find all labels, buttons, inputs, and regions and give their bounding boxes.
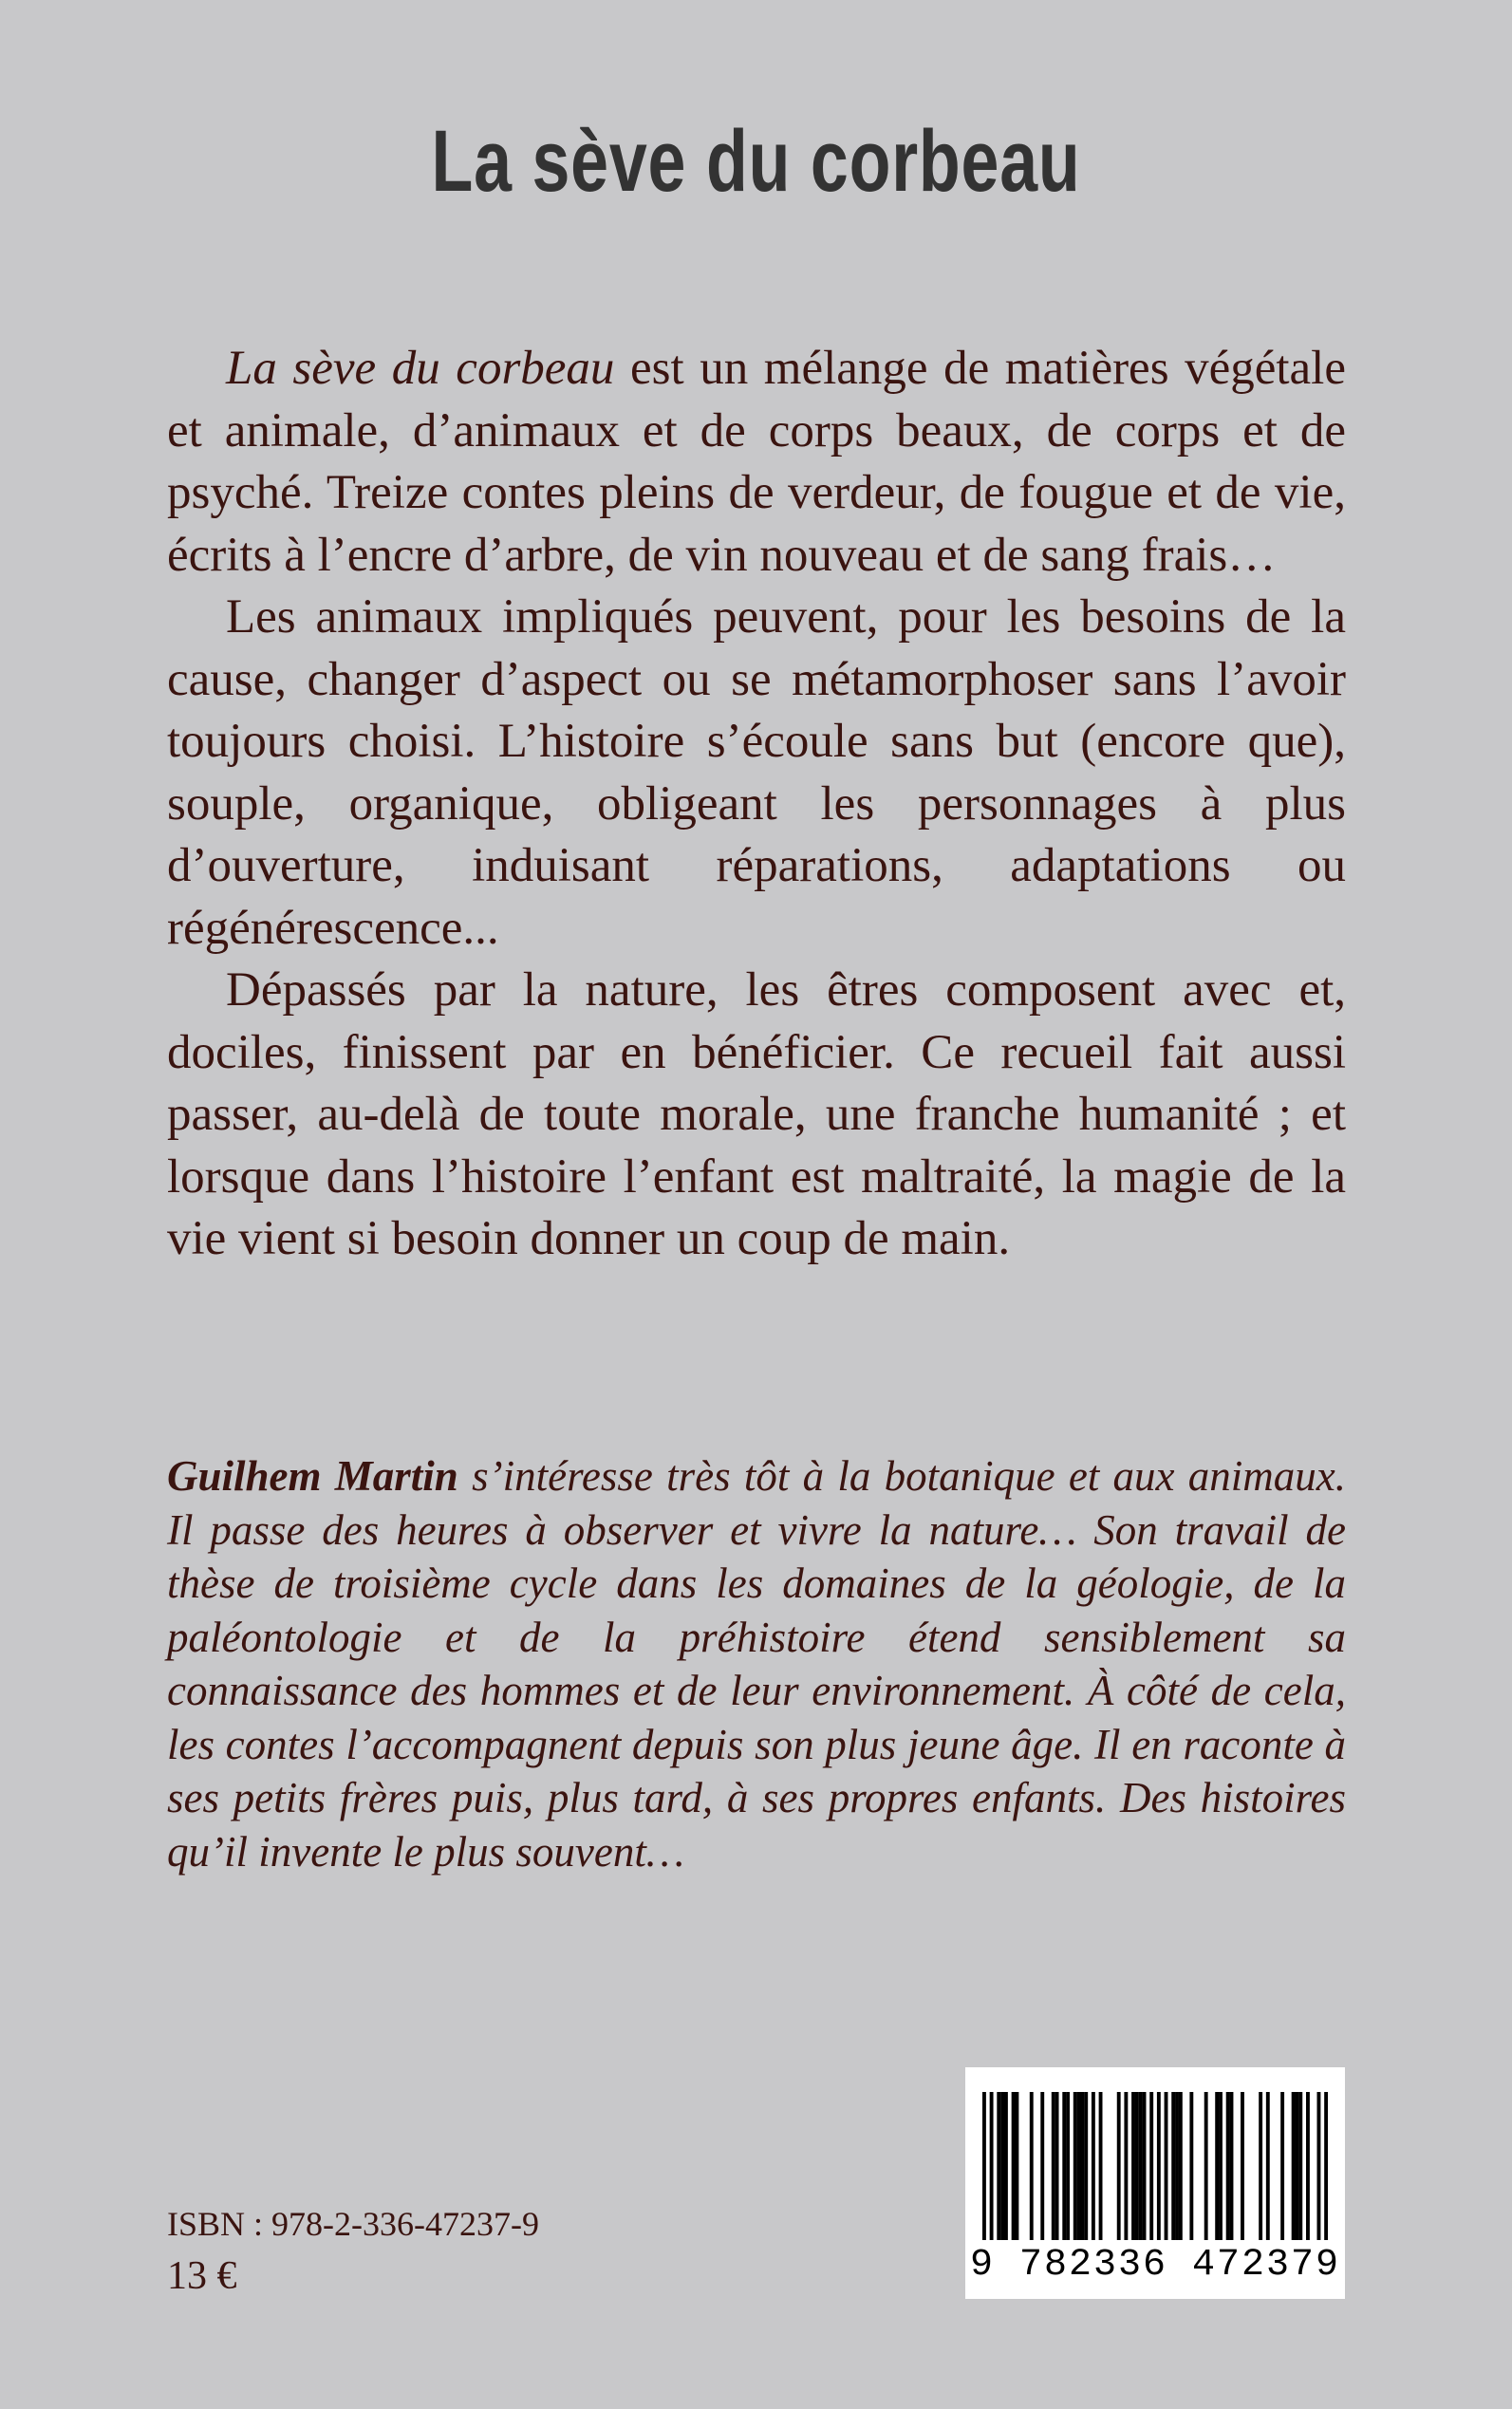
barcode-bar bbox=[1124, 2092, 1128, 2240]
barcode-bar bbox=[1219, 2092, 1223, 2240]
barcode-bar bbox=[1077, 2092, 1081, 2240]
barcode-bar bbox=[1266, 2092, 1270, 2240]
price: 13 € bbox=[167, 2254, 237, 2298]
book-title: La sève du corbeau bbox=[431, 113, 1081, 210]
barcode-bar bbox=[1230, 2092, 1234, 2240]
isbn: ISBN : 978-2-336-47237-9 bbox=[167, 2205, 539, 2243]
barcode-bar bbox=[1149, 2092, 1153, 2240]
barcode-bar bbox=[1171, 2092, 1175, 2240]
barcode-bar bbox=[1317, 2092, 1321, 2240]
barcode-bar bbox=[1175, 2092, 1179, 2240]
barcode-bar bbox=[1189, 2092, 1193, 2240]
barcode-bar bbox=[1004, 2092, 1008, 2240]
barcode-bar bbox=[1280, 2092, 1284, 2240]
barcode-digits: 9 782336 472379 bbox=[969, 2244, 1341, 2287]
barcode-bar bbox=[1066, 2092, 1070, 2240]
barcode-bar bbox=[1062, 2092, 1066, 2240]
back-cover-blurb bbox=[167, 338, 1346, 1271]
barcode-bar bbox=[1030, 2092, 1034, 2240]
barcode-bar bbox=[1215, 2092, 1219, 2240]
barcode-bar bbox=[1179, 2092, 1183, 2240]
barcode-bars bbox=[982, 2092, 1328, 2240]
barcode-bar bbox=[1040, 2092, 1044, 2240]
author-name: Guilhem Martin bbox=[167, 1452, 458, 1500]
barcode-bar bbox=[1226, 2092, 1230, 2240]
barcode-bar bbox=[1204, 2092, 1208, 2240]
barcode-bar bbox=[1117, 2092, 1121, 2240]
barcode-bar bbox=[990, 2092, 994, 2240]
barcode-bar bbox=[1012, 2092, 1016, 2240]
barcode-bar bbox=[1131, 2092, 1135, 2240]
blurb-paragraph-1-text: est un mélange de matières végétale et animale, d’animaux et de corps beaux, de corps et de psyché. Treize contes pleins de verdeur, de fougue et de vie, écrits à l’encre d’arbre, de vin nouveau et de sang frais… bbox=[167, 342, 1346, 582]
barcode-bar bbox=[1139, 2092, 1143, 2240]
barcode-bar bbox=[1324, 2092, 1328, 2240]
barcode-bar bbox=[1092, 2092, 1095, 2240]
barcode-bar bbox=[1080, 2092, 1084, 2240]
blurb-paragraph-1 bbox=[167, 338, 1346, 587]
barcode-bar bbox=[1073, 2092, 1077, 2240]
barcode-bar bbox=[1143, 2092, 1147, 2240]
barcode-bar bbox=[1165, 2092, 1168, 2240]
author-bio bbox=[167, 1449, 1346, 1878]
barcode-bar bbox=[1157, 2092, 1161, 2240]
barcode-bar bbox=[1055, 2092, 1059, 2240]
barcode-bar bbox=[1298, 2092, 1302, 2240]
barcode bbox=[965, 2067, 1345, 2299]
barcode-bar bbox=[997, 2092, 1000, 2240]
barcode-bar bbox=[1099, 2092, 1103, 2240]
barcode-bar bbox=[1015, 2092, 1018, 2240]
barcode-bar bbox=[1241, 2092, 1244, 2240]
barcode-bar bbox=[1084, 2092, 1088, 2240]
author-bio-text: s’intéresse très tôt à la botanique et aux animaux. Il passe des heures à observer et vivre la nature… Son travail de thèse de troisième cycle dans les domaines de la géologie, de la paléontologie et de la préhistoire étend sensiblement sa connaissance des hommes et de leur environnement. À côté de cela, les contes l’accompagnent depuis son plus jeune âge. Il en raconte à ses petits frères puis, plus tard, à ses propres enfants. Des histoires qu’il invente le plus souvent… bbox=[167, 1452, 1346, 1876]
barcode-bar bbox=[1296, 2092, 1299, 2240]
barcode-bar bbox=[1000, 2092, 1004, 2240]
barcode-bar bbox=[982, 2092, 986, 2240]
blurb-paragraph-2: Les animaux impliqués peuvent, pour les besoins de la cause, changer d’aspect ou se métamorphoser sans l’avoir toujours choisi. L’histoire s’écoule sans but (encore que), souple, organique, obligeant les personnages à plus d’ouverture, induisant réparations, adaptations ou régénérescence... bbox=[167, 590, 1346, 955]
barcode-bar bbox=[1306, 2092, 1310, 2240]
blurb-title-italic: La sève du corbeau bbox=[226, 342, 615, 395]
barcode-bar bbox=[1292, 2092, 1296, 2240]
barcode-bar bbox=[1052, 2092, 1055, 2240]
blurb-paragraph-3: Dépassés par la nature, les êtres composent avec et, dociles, finissent par en bénéficier. Ce recueil fait aussi passer, au-delà de toute morale, une franche humanité ; et lorsque dans l’histoire l’enfant est maltraité, la magie de la vie vient si besoin donner un coup de main. bbox=[167, 963, 1346, 1265]
barcode-bar bbox=[1135, 2092, 1139, 2240]
barcode-bar bbox=[1259, 2092, 1262, 2240]
